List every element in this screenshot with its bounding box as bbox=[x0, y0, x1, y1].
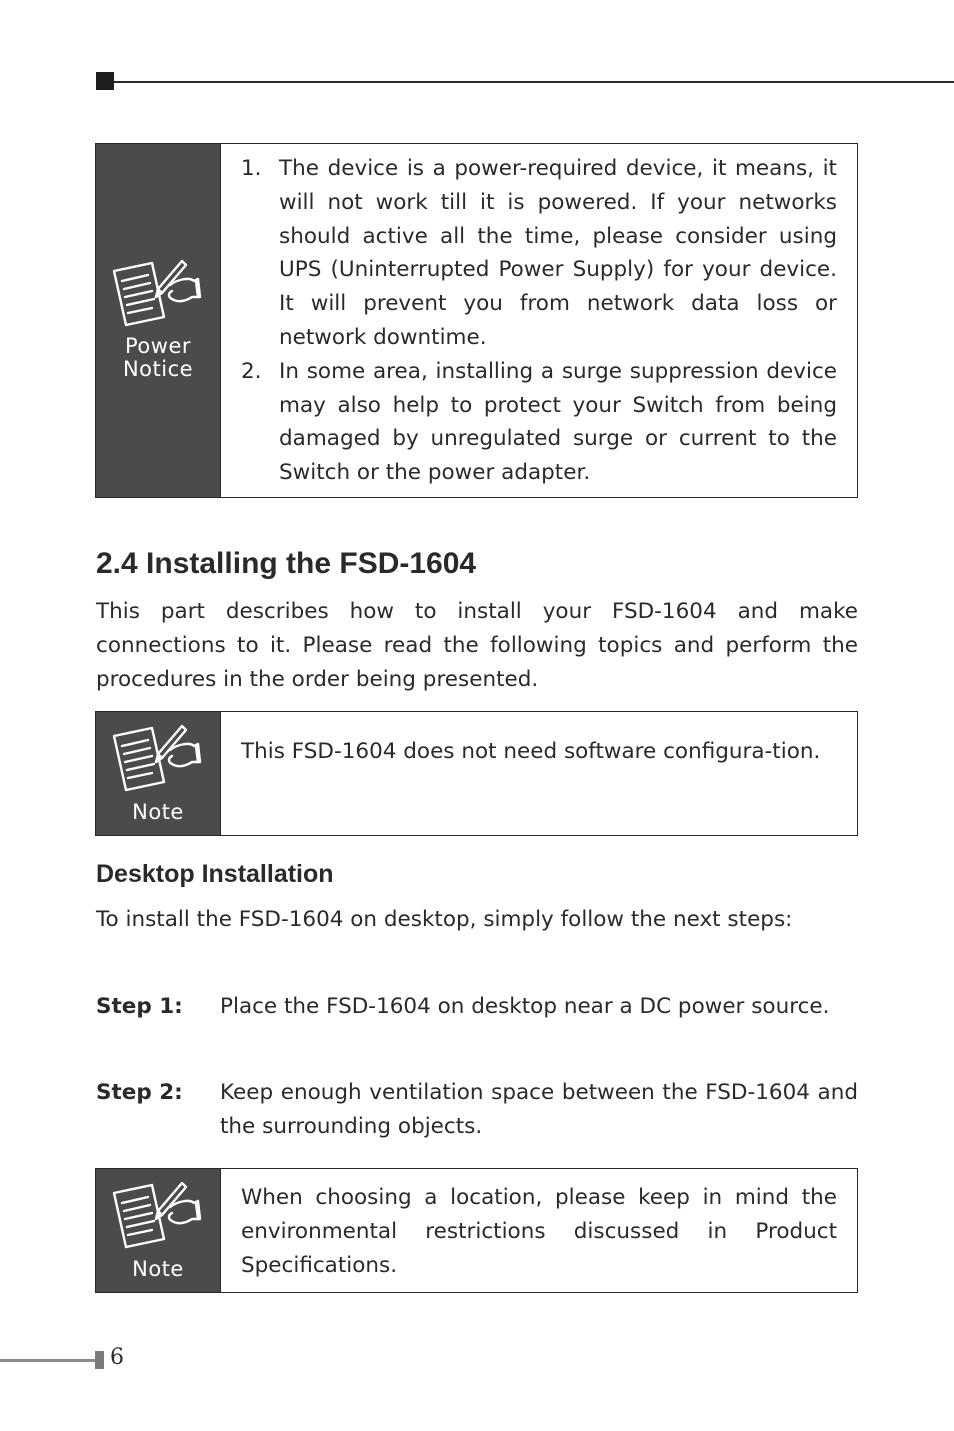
list-item-number: 2. bbox=[241, 358, 262, 384]
note-writing-hand-icon bbox=[112, 259, 204, 331]
note-label: Note bbox=[132, 1257, 184, 1281]
power-notice-box bbox=[95, 143, 858, 498]
step-text: Keep enough ventilation space between the FSD-1604 and the surrounding objects. bbox=[220, 1080, 858, 1139]
list-item-text: The device is a power-required device, it means, it will not work till it is powered. If your networks should active all the time, please consider using UPS (Uninterrupted Power Supply) for your device. It will prevent you from network data loss or network downtime. bbox=[279, 156, 837, 350]
desktop-intro: To install the FSD-1604 on desktop, simply follow the next steps: bbox=[96, 907, 793, 932]
footer-rule bbox=[0, 1359, 96, 1362]
note-text: This FSD-1604 does not need software configura-tion. bbox=[241, 739, 821, 764]
power-notice-side bbox=[96, 144, 221, 497]
note-side bbox=[96, 1169, 221, 1292]
desktop-installation-title: Desktop Installation bbox=[96, 860, 334, 888]
list-item bbox=[241, 152, 837, 355]
step-label: Step 1: bbox=[96, 994, 183, 1019]
footer-square bbox=[95, 1351, 104, 1369]
note-box-location bbox=[95, 1168, 858, 1293]
step-2 bbox=[96, 1076, 858, 1144]
step-text: Place the FSD-1604 on desktop near a DC power source. bbox=[220, 994, 830, 1019]
step-label: Step 2: bbox=[96, 1080, 183, 1105]
page-number: 6 bbox=[110, 1345, 124, 1370]
list-item-number: 1. bbox=[241, 156, 262, 181]
note-writing-hand-icon bbox=[112, 1181, 204, 1253]
note-box-software bbox=[95, 711, 858, 836]
note-text: When choosing a location, please keep in mind the environmental restrictions discussed in Product Specifications. bbox=[241, 1185, 837, 1278]
power-notice-content bbox=[221, 144, 857, 497]
power-notice-list bbox=[241, 152, 837, 490]
note-label: Note bbox=[132, 800, 184, 824]
section-title: 2.4 Installing the FSD-1604 bbox=[96, 547, 477, 580]
power-label-line1: Power bbox=[125, 334, 191, 358]
note-writing-hand-icon bbox=[112, 724, 204, 796]
power-notice-label bbox=[96, 335, 220, 381]
step-1 bbox=[96, 990, 858, 1024]
list-item bbox=[241, 355, 837, 490]
notice-label-line2: Notice bbox=[122, 357, 194, 381]
header-rule bbox=[96, 81, 954, 83]
header-square bbox=[96, 72, 114, 90]
note-side bbox=[96, 712, 221, 835]
section-intro: This part describes how to install your FSD-1604 and make connections to it. Please read the following topics and perform the procedures in the order being presented. bbox=[96, 599, 858, 692]
list-item-text: In some area, installing a surge suppression device may also help to protect your Switch from being damaged by unregulated surge or current to the Switch or the power adapter. bbox=[279, 358, 837, 486]
